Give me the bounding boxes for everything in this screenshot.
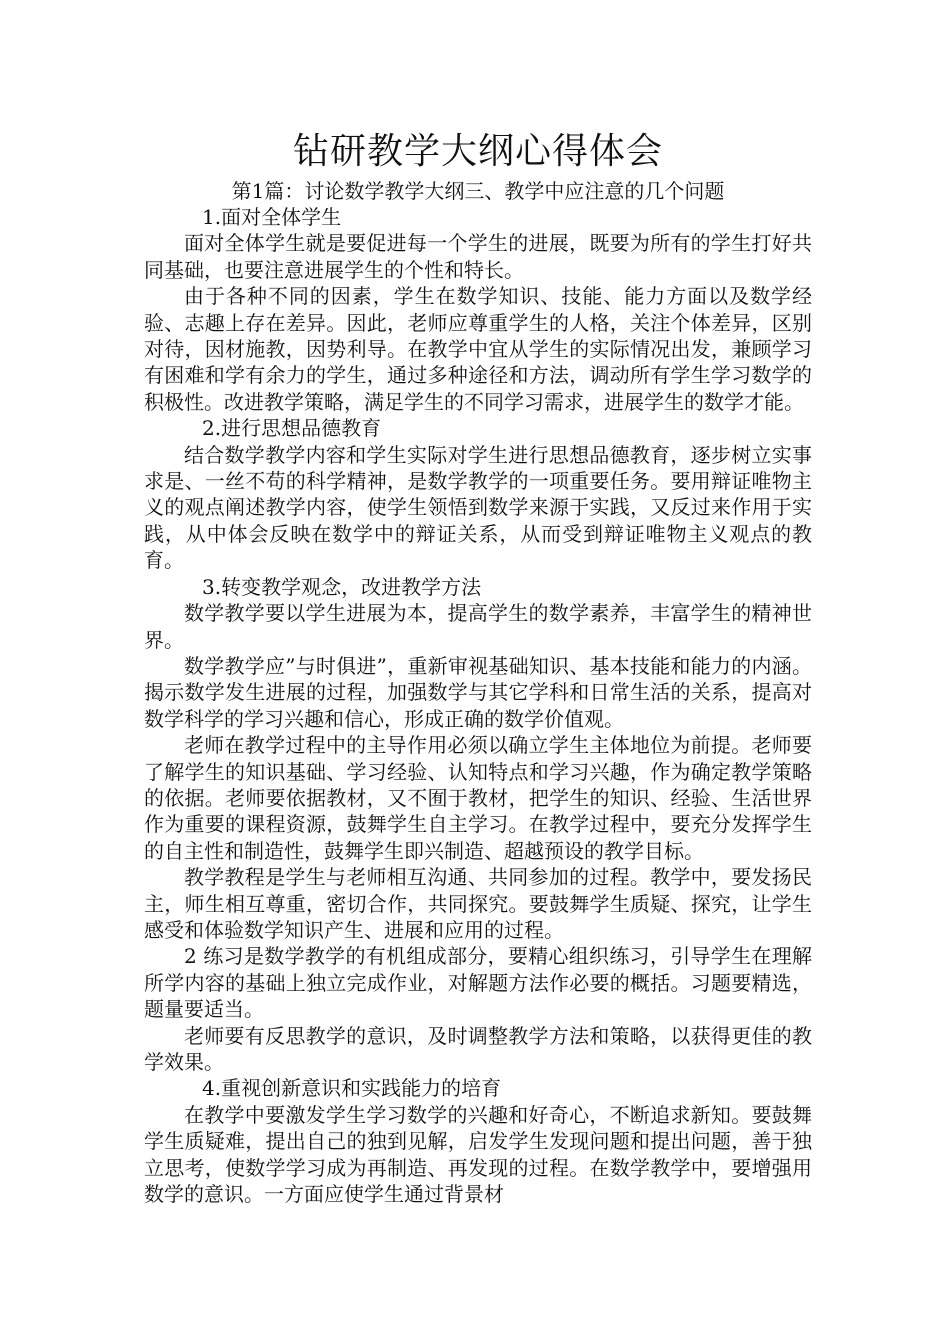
section-heading: 2.进行思想品德教育: [202, 416, 382, 441]
paragraph: 在教学中要激发学生学习数学的兴趣和好奇心，不断追求新知。要鼓舞学生质疑难，提出自己的独到见解，启发学生发现问题和提出问题，善于独立思考，使数学学习成为再制造、再发现的过程。在数学教学中，要增强用数学的意识。一方面应使学生通过背景材: [144, 1102, 812, 1207]
section-heading: 1.面对全体学生: [202, 205, 342, 229]
paragraph: 2 练习是数学教学的有机组成部分，要精心组织练习，引导学生在理解所学内容的基础上独立完成作业，对解题方法作必要的概括。习题要精选，题量要适当。: [144, 944, 812, 1022]
document-page: [144, 128, 812, 1207]
paragraph: 老师在教学过程中的主导作用必须以确立学生主体地位为前提。老师要了解学生的知识基础、学习经验、认知特点和学习兴趣，作为确定教学策略的依据。老师要依据教材，又不囿于教材，把学生的知识、经验、生活世界作为重要的课程资源，鼓舞学生自主学习。在教学过程中，要充分发挥学生的自主性和制造性，鼓舞学生即兴制造、超越预设的教学目标。: [144, 733, 812, 863]
paragraph: 数学教学要以学生进展为本，提高学生的数学素养，丰富学生的精神世界。: [144, 601, 812, 652]
paragraph: 老师要有反思教学的意识，及时调整教学方法和策略，以获得更佳的教学效果。: [144, 1023, 812, 1074]
paragraph: 结合数学教学内容和学生实际对学生进行思想品德教育，逐步树立实事求是、一丝不苟的科学精神，是数学教学的一项重要任务。要用辩证唯物主义的观点阐述教学内容，使学生领悟到数学来源于实践，又反过来作用于实践，从中体会反映在数学中的辩证关系，从而受到辩证唯物主义观点的教育。: [144, 442, 812, 573]
paragraph: 由于各种不同的因素，学生在数学知识、技能、能力方面以及数学经验、志趣上存在差异。因此，老师应尊重学生的人格，关注个体差异，区别对待，因材施教，因势利导。在教学中宜从学生的实际情况出发，兼顾学习有困难和学有余力的学生，通过多种途径和方法，调动所有学生学习数学的积极性。改进教学策略，满足学生的不同学习需求，进展学生的数学才能。: [144, 284, 812, 414]
paragraph: 教学教程是学生与老师相互沟通、共同参加的过程。教学中，要发扬民主，师生相互尊重，密切合作，共同探究。要鼓舞学生质疑、探究，让学生感受和体验数学知识产生、进展和应用的过程。: [144, 865, 812, 942]
document-title: 钻研教学大纲心得体会: [292, 131, 663, 172]
section-heading: 4.重视创新意识和实践能力的培育: [202, 1076, 502, 1101]
section-heading: 3.转变教学观念，改进教学方法: [202, 574, 482, 599]
paragraph: 面对全体学生就是要促进每一个学生的进展，既要为所有的学生打好共同基础，也要注意进展学生的个性和特长。: [144, 231, 812, 282]
paragraph: 数学教学应”与时俱进”，重新审视基础知识、基本技能和能力的内涵。揭示数学发生进展的过程，加强数学与其它学科和日常生活的关系，提高对数学科学的学习兴趣和信心，形成正确的数学价值观。: [144, 653, 812, 731]
document-subtitle: 第1篇：讨论数学教学大纲三、教学中应注意的几个问题: [231, 179, 725, 203]
